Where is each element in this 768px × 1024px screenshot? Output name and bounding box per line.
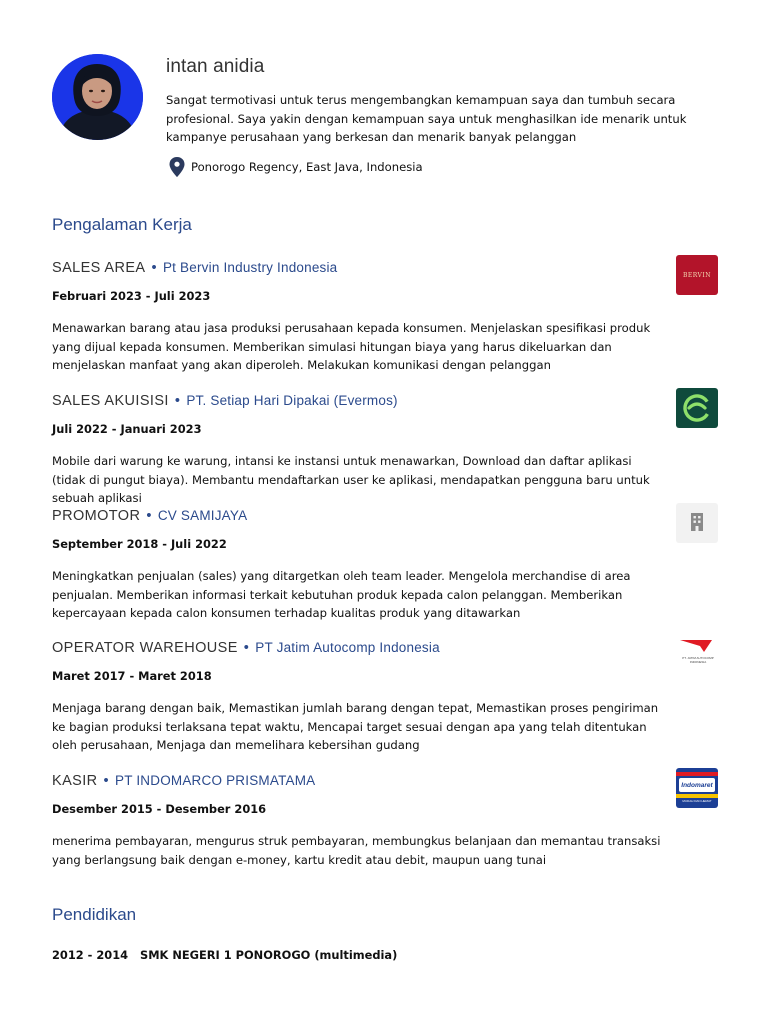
job-heading: [52, 260, 722, 276]
experience-section-title: Pengalaman Kerja: [52, 215, 192, 234]
indomaret-red-stripe: [676, 772, 718, 776]
job-dates: Februari 2023 - Juli 2023: [52, 289, 211, 303]
job-heading: [52, 393, 722, 409]
job-heading: [52, 640, 722, 656]
company-logo-evermos: [676, 388, 718, 428]
job-heading: [52, 508, 722, 524]
profile-summary: Sangat termotivasi untuk terus mengembangkan kemampuan saya dan tumbuh secara profesional. Saya yakin dengan kemampuan saya untuk menghasilkan ide menarik untuk kampanye perusahaan yang berkesan dan menarik banyak pelanggan: [166, 93, 687, 144]
profile-location: [169, 157, 423, 177]
job-company: PT Jatim Autocomp Indonesia: [255, 640, 440, 655]
job-description: Menjaga barang dengan baik, Memastikan jumlah barang dengan tepat, Memastikan proses pengiriman ke bagian produksi terlaksana tepat waktu, Mencapai target sesuai dengan apa yang telah ditentukan oleh perusahaan, Menjaga dan memelihara kebersihan gudang: [52, 701, 659, 752]
bullet-separator: •: [151, 260, 157, 276]
job-description: Meningkatkan penjualan (sales) yang ditargetkan oleh team leader. Mengelola merchandise di area penjualan. Memberikan informasi terkait kebutuhan produk kepada calon pelanggan. Memberikan kepercayaan kepada calon konsumen terhadap kualitas produk yang ditawarkan: [52, 569, 631, 620]
indomaret-logo-text: Indomaret: [681, 781, 713, 789]
bullet-separator: •: [243, 640, 250, 656]
education-section-title: Pendidikan: [52, 905, 137, 924]
profile-header: [52, 54, 732, 184]
job-company: PT INDOMARCO PRISMATAMA: [115, 773, 316, 788]
education-entry: [52, 948, 397, 962]
job-description: Menawarkan barang atau jasa produksi perusahaan kepada konsumen. Menjelaskan spesifikasi produk yang dijual kepada konsumen. Memberikan simulasi hitungan biaya yang harus dikeluarkan dan menjelaskan manfaat yang akan diperoleh. Melakukan komunikasi dengan pelanggan: [52, 321, 651, 372]
job-company: PT. Setiap Hari Dipakai (Evermos): [186, 393, 398, 408]
indomaret-subtext: MUDAH DAN HEMAT: [682, 799, 712, 803]
bullet-separator: •: [174, 393, 181, 409]
building-icon: [676, 503, 718, 543]
evermos-e-icon: [676, 388, 718, 428]
job-title: SALES AKUISISI: [52, 393, 169, 409]
job-title: SALES AREA: [52, 260, 146, 276]
location-text: Ponorogo Regency, East Java, Indonesia: [191, 160, 423, 174]
job-entry: [52, 508, 722, 620]
job-title: KASIR: [52, 773, 98, 789]
jai-logo-text: PT. JATIM AUTOCOMP INDONESIA: [682, 656, 714, 664]
job-entry: [52, 260, 722, 372]
job-heading: [52, 773, 722, 789]
company-logo-jai: [676, 635, 718, 675]
job-entry: [52, 773, 722, 867]
job-dates: Juli 2022 - Januari 2023: [52, 422, 202, 436]
location-pin-icon: [169, 157, 185, 177]
job-dates: September 2018 - Juli 2022: [52, 537, 227, 551]
job-description: Mobile dari warung ke warung, intansi ke instansi untuk menawarkan, Download dan daftar aplikasi (tidak di pungut biaya). Membantu mendaftarkan user ke aplikasi, mendapatkan pengguna baru untuk sebuah aplikasi: [52, 454, 650, 505]
profile-avatar: [52, 54, 143, 140]
profile-name: intan anidia: [166, 56, 265, 77]
job-description: menerima pembayaran, mengurus struk pembayaran, membungkus belanjaan dan memantau transaksi yang berlangsung baik dengan e-money, kartu kredit atau debit, maupun uang tunai: [52, 834, 661, 867]
company-logo-indomaret: [676, 768, 718, 808]
bullet-separator: •: [103, 773, 109, 789]
job-dates: Maret 2017 - Maret 2018: [52, 669, 212, 683]
bervin-logo-text: BERVIN: [682, 271, 712, 279]
education-years: 2012 - 2014: [52, 948, 129, 962]
indomaret-wordmark: [679, 778, 715, 792]
job-title: PROMOTOR: [52, 508, 141, 524]
indomaret-yellow-stripe: [676, 794, 718, 798]
company-logo-placeholder: [676, 503, 718, 543]
job-dates: Desember 2015 - Desember 2016: [52, 802, 267, 816]
job-title: OPERATOR WAREHOUSE: [52, 640, 238, 656]
company-logo-bervin: [676, 255, 718, 295]
jai-logo-mark: [676, 635, 718, 675]
bullet-separator: •: [146, 508, 152, 524]
job-company: CV SAMIJAYA: [157, 508, 248, 523]
job-entry: [52, 640, 722, 752]
job-company: Pt Bervin Industry Indonesia: [162, 260, 338, 275]
education-school: SMK NEGERI 1 PONOROGO (multimedia): [139, 948, 398, 962]
job-entry: [52, 393, 722, 505]
